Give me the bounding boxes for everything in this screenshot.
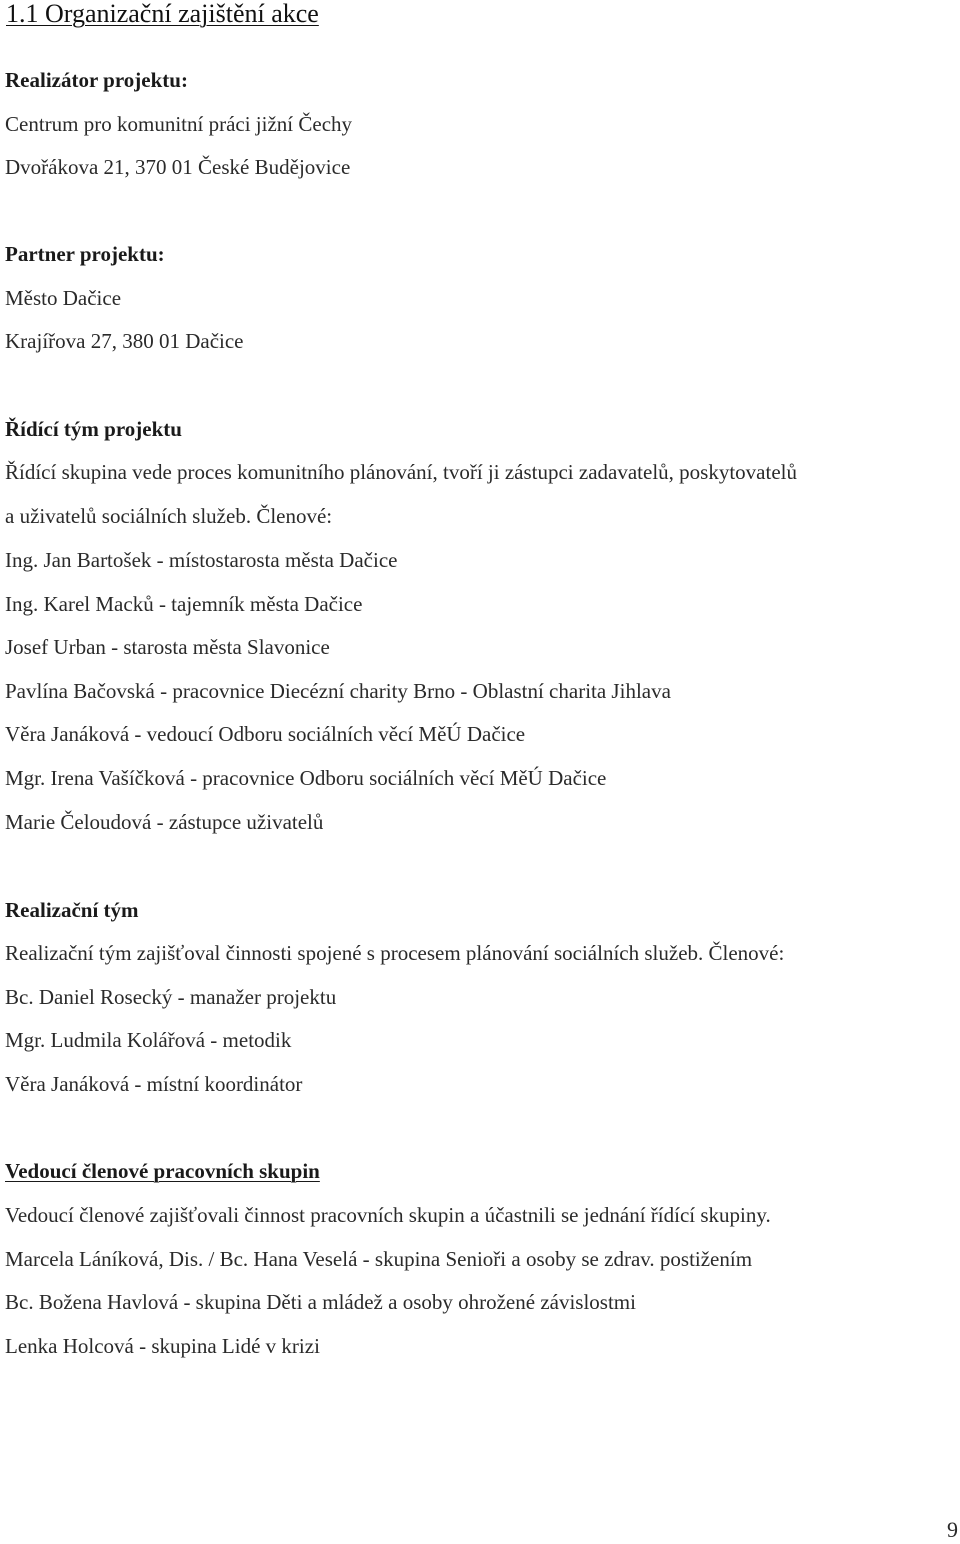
ridici-tym-member: Marie Čeloudová - zástupce uživatelů	[5, 810, 324, 834]
section-heading-realizacni-tym: Realizační tým	[5, 898, 139, 922]
section-heading-partner: Partner projektu:	[5, 242, 165, 266]
realizacni-tym-member: Mgr. Ludmila Kolářová - metodik	[5, 1028, 292, 1052]
page-number: 9	[947, 1517, 958, 1542]
realizacni-tym-member: Bc. Daniel Rosecký - manažer projektu	[5, 985, 337, 1009]
vedouci-clenove-member: Bc. Božena Havlová - skupina Děti a mládež a osoby ohrožené závislostmi	[5, 1290, 636, 1314]
realizator-line: Dvořákova 21, 370 01 České Budějovice	[5, 155, 351, 179]
partner-line: Krajířova 27, 380 01 Dačice	[5, 329, 244, 353]
realizacni-tym-line: Realizační tým zajišťoval činnosti spojené s procesem plánování sociálních služeb. Členové:	[5, 941, 785, 965]
ridici-tym-member: Věra Janáková - vedoucí Odboru sociálních věcí MěÚ Dačice	[5, 722, 526, 746]
ridici-tym-line: a uživatelů sociálních služeb. Členové:	[5, 504, 333, 528]
ridici-tym-member: Ing. Jan Bartošek - místostarosta města Dačice	[5, 548, 398, 572]
section-heading-ridici-tym: Řídící tým projektu	[5, 417, 182, 441]
section-heading-realizator: Realizátor projektu:	[5, 68, 188, 92]
realizator-line: Centrum pro komunitní práci jižní Čechy	[5, 112, 353, 136]
vedouci-clenove-member: Marcela Láníková, Dis. / Bc. Hana Veselá - skupina Senioři a osoby se zdrav. postižením	[5, 1247, 753, 1271]
partner-line: Město Dačice	[5, 286, 122, 310]
realizacni-tym-member: Věra Janáková - místní koordinátor	[5, 1072, 303, 1096]
ridici-tym-member: Josef Urban - starosta města Slavonice	[5, 635, 330, 659]
section-heading-vedouci-clenove: Vedoucí členové pracovních skupin	[5, 1159, 320, 1183]
ridici-tym-line: Řídící skupina vede proces komunitního plánování, tvoří ji zástupci zadavatelů, poskytovatelů	[5, 460, 797, 484]
ridici-tym-member: Ing. Karel Macků - tajemník města Dačice	[5, 592, 363, 616]
vedouci-clenove-member: Lenka Holcová - skupina Lidé v krizi	[5, 1334, 320, 1358]
ridici-tym-member: Mgr. Irena Vašíčková - pracovnice Odboru sociálních věcí MěÚ Dačice	[5, 766, 607, 790]
vedouci-clenove-line: Vedoucí členové zajišťovali činnost pracovních skupin a účastnili se jednání řídící skupiny.	[5, 1203, 771, 1227]
chapter-title: 1.1 Organizační zajištění akce	[6, 0, 319, 28]
ridici-tym-member: Pavlína Bačovská - pracovnice Diecézní charity Brno - Oblastní charita Jihlava	[5, 679, 671, 703]
